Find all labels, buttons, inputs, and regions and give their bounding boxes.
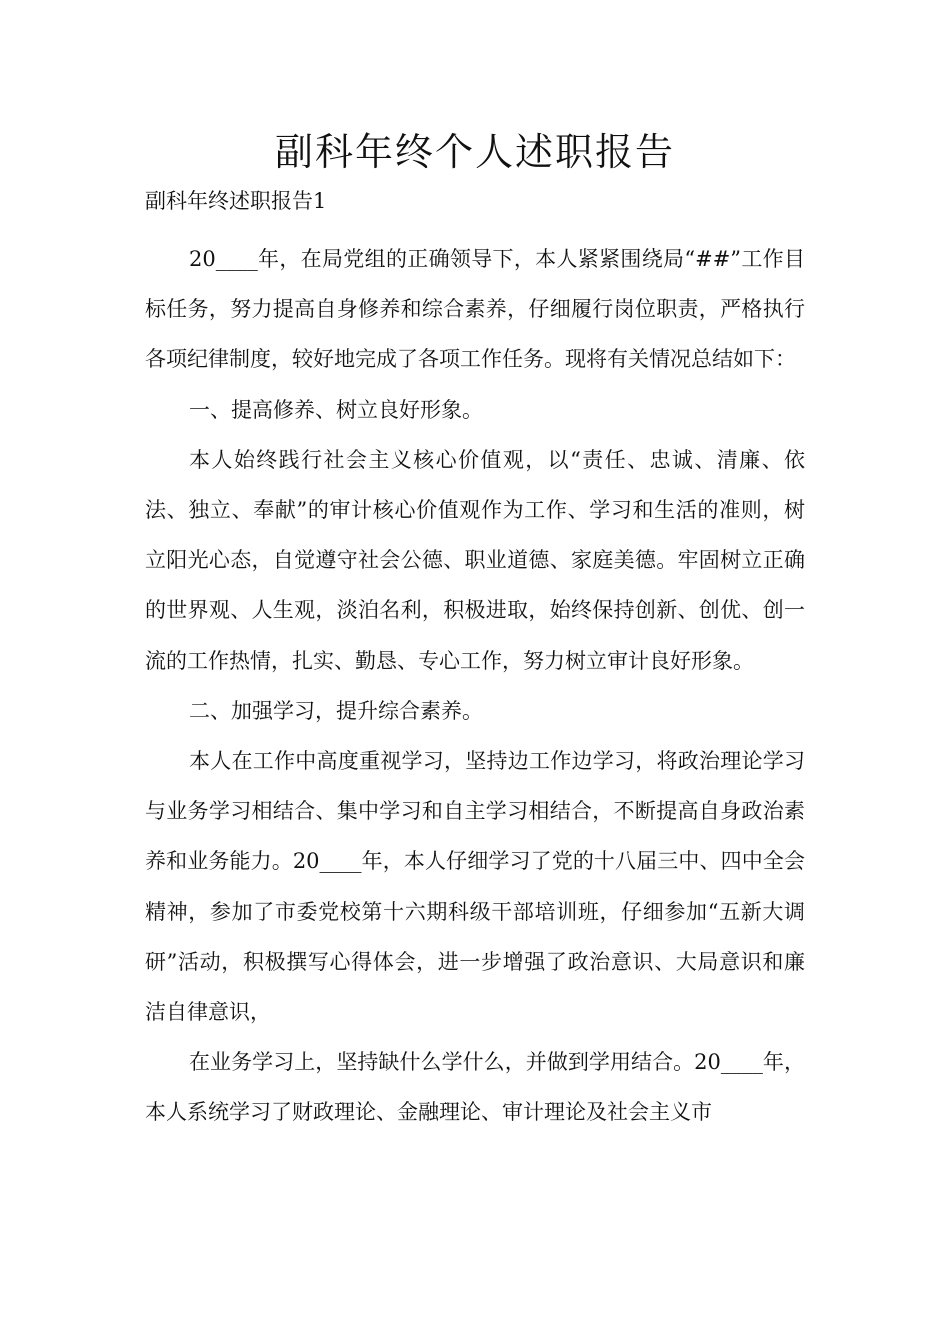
document-subtitle: 副科年终述职报告1 [145,189,327,213]
paragraph-section-2-continued: 在业务学习上，坚持缺什么学什么，并做到学用结合。20____年，本人系统学习了财政理论、金融理论、审计理论及社会主义市 [145,1050,805,1125]
document-body [145,234,805,1138]
paragraph-section-2: 本人在工作中高度重视学习，坚持边工作边学习，将政治理论学习与业务学习相结合、集中学习和自主学习相结合，不断提高自身政治素养和业务能力。20____年，本人仔细学习了党的十八届三中、四中全会精神，参加了市委党校第十六期科级干部培训班，仔细参加“五新大调研”活动，积极撰写心得体会，进一步增强了政治意识、大局意识和廉洁自律意识， [145,749,805,1025]
paragraph-section-1: 本人始终践行社会主义核心价值观，以“责任、忠诚、清廉、依法、独立、奉献”的审计核心价值观作为工作、学习和生活的准则，树立阳光心态，自觉遵守社会公德、职业道德、家庭美德。牢固树立正确的世界观、人生观，淡泊名利，积极进取，始终保持创新、创优、创一流的工作热情，扎实、勤恳、专心工作，努力树立审计良好形象。 [145,447,805,673]
document-title: 副科年终个人述职报告 [274,130,675,174]
section-heading-1: 一、提高修养、树立良好形象。 [189,397,483,422]
section-heading-2: 二、加强学习，提升综合素养。 [189,698,483,723]
paragraph-intro: 20____年，在局党组的正确领导下，本人紧紧围绕局“##”工作目标任务，努力提高自身修养和综合素养，仔细履行岗位职责，严格执行各项纪律制度，较好地完成了各项工作任务。现将有关情况总结如下： [145,247,805,372]
